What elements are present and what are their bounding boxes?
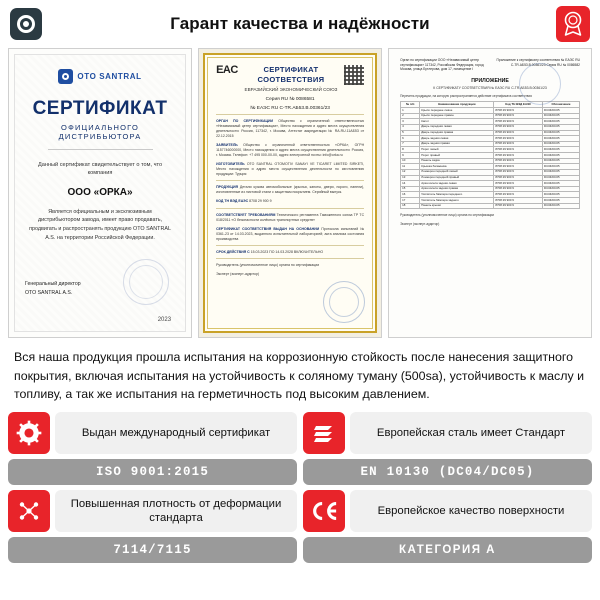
table-cell: Крышка багажника (420, 164, 494, 170)
field-label: ЗАЯВИТЕЛЬ (216, 142, 238, 147)
table-cell: DC04/DC05 (543, 136, 580, 142)
table-cell: 8708 29 900 9 (494, 147, 543, 153)
feature-cell-steel (303, 412, 592, 454)
conformity-title-text: СЕРТИФИКАТ СООТВЕТСТВИЯ (257, 65, 325, 84)
oto-santral-brand (25, 69, 175, 84)
features-values-row (8, 537, 592, 563)
certificate-signer (25, 280, 81, 297)
certificate-title: СЕРТИФИКАТ (32, 98, 168, 119)
table-cell: DC04/DC05 (543, 192, 580, 198)
signature-role: Руководитель (уполномоченное лицо) органа по сертификации (216, 262, 320, 267)
protocol-header-left: Орган по сертификации ООО «Независимый центр сертификации» 117342, Российская Федерация, город Москва, улица Бутлерова, дом 17, помещение I (400, 58, 484, 72)
table-cell: 8708 29 900 9 (494, 136, 543, 142)
field-row (216, 213, 364, 223)
table-cell: DC04/DC05 (543, 108, 580, 114)
table-cell: 8708 29 900 9 (494, 158, 543, 164)
table-cell: Порог правый (420, 153, 494, 159)
table-cell: 10 (401, 158, 420, 164)
company-logo (10, 8, 42, 40)
density-dots-icon (8, 490, 50, 532)
brand-name: OTO SANTRAL (77, 72, 142, 81)
protocol-subtitle: К СЕРТИФИКАТУ СООТВЕТСТВИЯ № ЕАЭС RU C-TR.АБ53.В.00361/23 (433, 85, 547, 90)
table-cell: Дверь передняя правая (420, 130, 494, 136)
field-value: Общество с ограниченной ответственностью «Независимый центр сертификации», Место нахождения и адрес места осуществления деятельности: Россия, 117342, г. Москва, Аттестат аккредитации № RA.RU.11АБ53 от 22.12.2015 (216, 118, 365, 138)
table-cell: DC04/DC05 (543, 141, 580, 147)
table-cell: 5 (401, 130, 420, 136)
table-cell: 16 (401, 192, 420, 198)
certificate-year: 2023 (157, 317, 172, 323)
table-cell: 8708 29 900 9 (494, 153, 543, 159)
table-cell: Арка колеса задняя левая (420, 181, 494, 187)
table-cell: 8708 29 900 9 (494, 203, 543, 209)
protocol-note: Перечень продукции, на которую распространяется действие сертификата соответствия (400, 93, 532, 98)
field-label: ОРГАН ПО СЕРТИФИКАЦИИ (216, 118, 274, 123)
protocol-title: ПРИЛОЖЕНИЕ (471, 77, 509, 84)
field-row (216, 185, 364, 195)
table-cell: 8708 29 900 9 (494, 181, 543, 187)
protocol-footer-role: Руководитель (уполномоченное лицо) органа по сертификации (400, 213, 495, 218)
feature-cell-density (8, 490, 297, 532)
field-label: СЕРТИФИКАТ СООТВЕТСТВИЯ ВЫДАН НА ОСНОВАНИИ (216, 226, 320, 231)
feature-label: Европейская сталь имеет Стандарт (350, 412, 592, 454)
table-cell: DC04/DC05 (543, 158, 580, 164)
table-cell: 15 (401, 186, 420, 192)
features-grid (0, 412, 600, 576)
conformity-number: № ЕАЭС RU C-TR.АБ53.В.00361/23 (250, 105, 330, 111)
feature-label: Повышенная плотность от деформации стандарта (55, 490, 297, 532)
table-cell: 8708 29 900 9 (494, 175, 543, 181)
column-header: Обозначение (543, 102, 580, 108)
expert-role: Эксперт (эксперт-аудитор) (216, 271, 260, 276)
qr-code-icon (344, 65, 364, 85)
table-cell: Лонжерон передний правый (420, 175, 494, 181)
field-value: Общество с ограниченной ответственностью «ОРКА», ОГРН 1157746000000, Место нахождения и адрес места осуществления деятельности: Россия, г. Москва. Телефон: +7 495 000-00-00, адрес электронной почты: info@orka.ru (216, 142, 365, 158)
feature-value-iso: ISO 9001:2015 (8, 459, 297, 485)
feature-value-density: 7114/7115 (8, 537, 297, 563)
page-header (0, 0, 600, 48)
field-row (216, 250, 364, 255)
table-cell: DC04/DC05 (543, 169, 580, 175)
table-cell: 8708 29 900 9 (494, 119, 543, 125)
table-cell: DC04/DC05 (543, 130, 580, 136)
table-cell: 3 (401, 119, 420, 125)
table-cell: 9 (401, 153, 420, 159)
conformity-certificate-image[interactable] (198, 48, 382, 338)
table-cell: 8708 29 900 9 (494, 198, 543, 204)
steel-layers-icon (303, 412, 345, 454)
field-value: 8708 29 900 9 (249, 199, 272, 204)
table-cell: 7 (401, 141, 420, 147)
table-cell: DC04/DC05 (543, 153, 580, 159)
column-header: Наименование продукции (420, 102, 494, 108)
certificate-company: ООО «ОРКА» (67, 186, 133, 198)
table-cell: 14 (401, 181, 420, 187)
table-cell: Усилитель бампера переднего (420, 192, 494, 198)
eac-mark-icon: EAC (216, 64, 238, 76)
table-cell: Дверь передняя левая (420, 124, 494, 130)
table-cell: DC04/DC05 (543, 119, 580, 125)
field-value: Детали кузова автомобильные (крылья, капоты, двери, пороги, панели), изготовленные из листовой стали с защитным покрытием. Серийный выпуск. (216, 185, 365, 195)
field-value: Технического регламента Таможенного союза ТР ТС 018/2011 «О безопасности колёсных транспортных средств» (216, 212, 365, 222)
table-cell: 2 (401, 113, 420, 119)
test-protocol-image[interactable] (388, 48, 592, 338)
table-cell: DC04/DC05 (543, 186, 580, 192)
table-cell: DC04/DC05 (543, 198, 580, 204)
conformity-title (242, 65, 340, 93)
feature-cell-ce (303, 490, 592, 532)
table-cell: 12 (401, 169, 420, 175)
field-label: ПРОДУКЦИЯ (216, 185, 238, 190)
certificate-body: Является официальным и эксклюзивным дистрибьютором завода, имеет право продавать, продвигать и распространять продукцию OTO SANTRAL A.S. на территории Российской Федерации. (29, 208, 171, 241)
table-cell: Капот (420, 119, 494, 125)
stamp-icon (519, 63, 561, 105)
signer-role: Генеральный директор (25, 281, 81, 288)
field-row (216, 199, 364, 204)
table-cell: 8708 29 900 9 (494, 141, 543, 147)
protocol-header-right: Приложение к сертификату соответствия № ЕАЭС RU C-TR.АБ53.В.00361/23 Серия RU № 0086582 (496, 58, 580, 67)
protocol-table (400, 101, 580, 209)
table-cell: DC04/DC05 (543, 113, 580, 119)
feature-label: Выдан международный сертификат (55, 412, 297, 454)
table-cell: Панель крыши (420, 203, 494, 209)
table-cell: 8708 29 900 9 (494, 130, 543, 136)
table-cell: Лонжерон передний левый (420, 169, 494, 175)
table-cell: 8708 29 900 9 (494, 192, 543, 198)
table-cell: 8708 29 900 9 (494, 124, 543, 130)
conformity-subtitle: ЕВРАЗИЙСКИЙ ЭКОНОМИЧЕСКИЙ СОЮЗ (244, 86, 338, 92)
certificate-intro: Данный сертификат свидетельствует о том, что компания (37, 162, 163, 177)
feature-label: Европейское качество поверхности (350, 490, 592, 532)
table-cell: DC04/DC05 (543, 147, 580, 153)
field-row (216, 143, 364, 158)
field-value: 15.03.2023 ПО 14.03.2028 ВКЛЮЧИТЕЛЬНО (250, 249, 324, 254)
table-cell: 8708 29 900 9 (494, 169, 543, 175)
protocol-footer-expert: Эксперт (эксперт-аудитор) (400, 221, 440, 226)
product-description: Вся наша продукция прошла испытания на коррозионную стойкость после нанесения защитного покрытия, включая испытания на устойчивость к соляному туману (500sa), устойчивость к маслу и топливу, а так же испытания на герметичность под высоким давлением. (14, 350, 585, 402)
feature-cell-iso (8, 412, 297, 454)
table-cell: Дверь задняя левая (420, 136, 494, 142)
table-cell: Панель задка (420, 158, 494, 164)
features-labels-row (8, 412, 592, 454)
conformity-series: Серия RU № 0086581 (265, 96, 315, 102)
table-cell: 8708 29 900 9 (494, 186, 543, 192)
signer-company: OTO SANTRAL A.S. (25, 289, 73, 296)
table-cell: Усилитель бампера заднего (420, 198, 494, 204)
features-labels-row (8, 490, 592, 532)
table-cell: 6 (401, 136, 420, 142)
table-cell: DC04/DC05 (543, 164, 580, 170)
table-row (401, 203, 580, 209)
quality-award-badge (556, 6, 590, 42)
field-label: ИЗГОТОВИТЕЛЬ (216, 162, 245, 167)
stamp-icon (323, 281, 365, 323)
table-cell: 17 (401, 198, 420, 204)
table-cell: 18 (401, 203, 420, 209)
ce-mark-icon (303, 490, 345, 532)
field-label: КОД ТН ВЭД ЕАЭС (216, 199, 249, 204)
table-cell: Дверь задняя правая (420, 141, 494, 147)
table-cell: 11 (401, 164, 420, 170)
certificates-row (0, 48, 600, 338)
feature-value-steel: EN 10130 (DC04/DC05) (303, 459, 592, 485)
divider (48, 149, 153, 150)
feature-value-ce: КАТЕГОРИЯ А (303, 537, 592, 563)
table-cell: DC04/DC05 (543, 175, 580, 181)
field-row (216, 227, 364, 242)
award-ribbon-icon (562, 11, 584, 37)
table-cell: DC04/DC05 (543, 124, 580, 130)
table-cell: 8 (401, 147, 420, 153)
table-cell: 4 (401, 124, 420, 130)
features-values-row (8, 459, 592, 485)
table-cell: Арка колеса задняя правая (420, 186, 494, 192)
stamp-icon (123, 259, 169, 305)
table-cell: 8708 29 900 9 (494, 108, 543, 114)
field-row (216, 162, 364, 177)
table-cell: 1 (401, 108, 420, 114)
field-row (216, 119, 364, 139)
gear-icon (8, 412, 50, 454)
distributor-certificate-image[interactable] (8, 48, 192, 338)
certificate-subtitle: ОФИЦИАЛЬНОГО ДИСТРИБЬЮТОРА (58, 123, 142, 141)
page-title: Гарант качества и надёжности (170, 14, 430, 33)
table-cell: 8708 29 900 9 (494, 164, 543, 170)
table-cell: Порог левый (420, 147, 494, 153)
column-header: Код ТН ВЭД ЕАЭС (494, 102, 543, 108)
table-cell: DC04/DC05 (543, 203, 580, 209)
table-cell: DC04/DC05 (543, 181, 580, 187)
field-label: СРОК ДЕЙСТВИЯ С (216, 249, 250, 254)
table-cell: Крыло переднее левое (420, 108, 494, 114)
table-cell: Крыло переднее правое (420, 113, 494, 119)
column-header: № п/п (401, 102, 420, 108)
table-cell: 8708 29 900 9 (494, 113, 543, 119)
field-label: СООТВЕТСТВУЕТ ТРЕБОВАНИЯМ (216, 212, 276, 217)
table-cell: 13 (401, 175, 420, 181)
brand-mark-icon (58, 69, 73, 84)
logo-ring-icon (17, 15, 35, 33)
field-value: OTO SANTRAL OTOMOTIV SANAYI VE TICARET LIMITED SIRKETI, Место нахождения и адрес места осуществления деятельности по изготовлению продукции: Турция (216, 162, 365, 177)
field-value: Протокола испытаний № 0361-23 от 14.03.2023, выданного испытательной лабораторией; акта анализа состояния производства (216, 226, 365, 241)
